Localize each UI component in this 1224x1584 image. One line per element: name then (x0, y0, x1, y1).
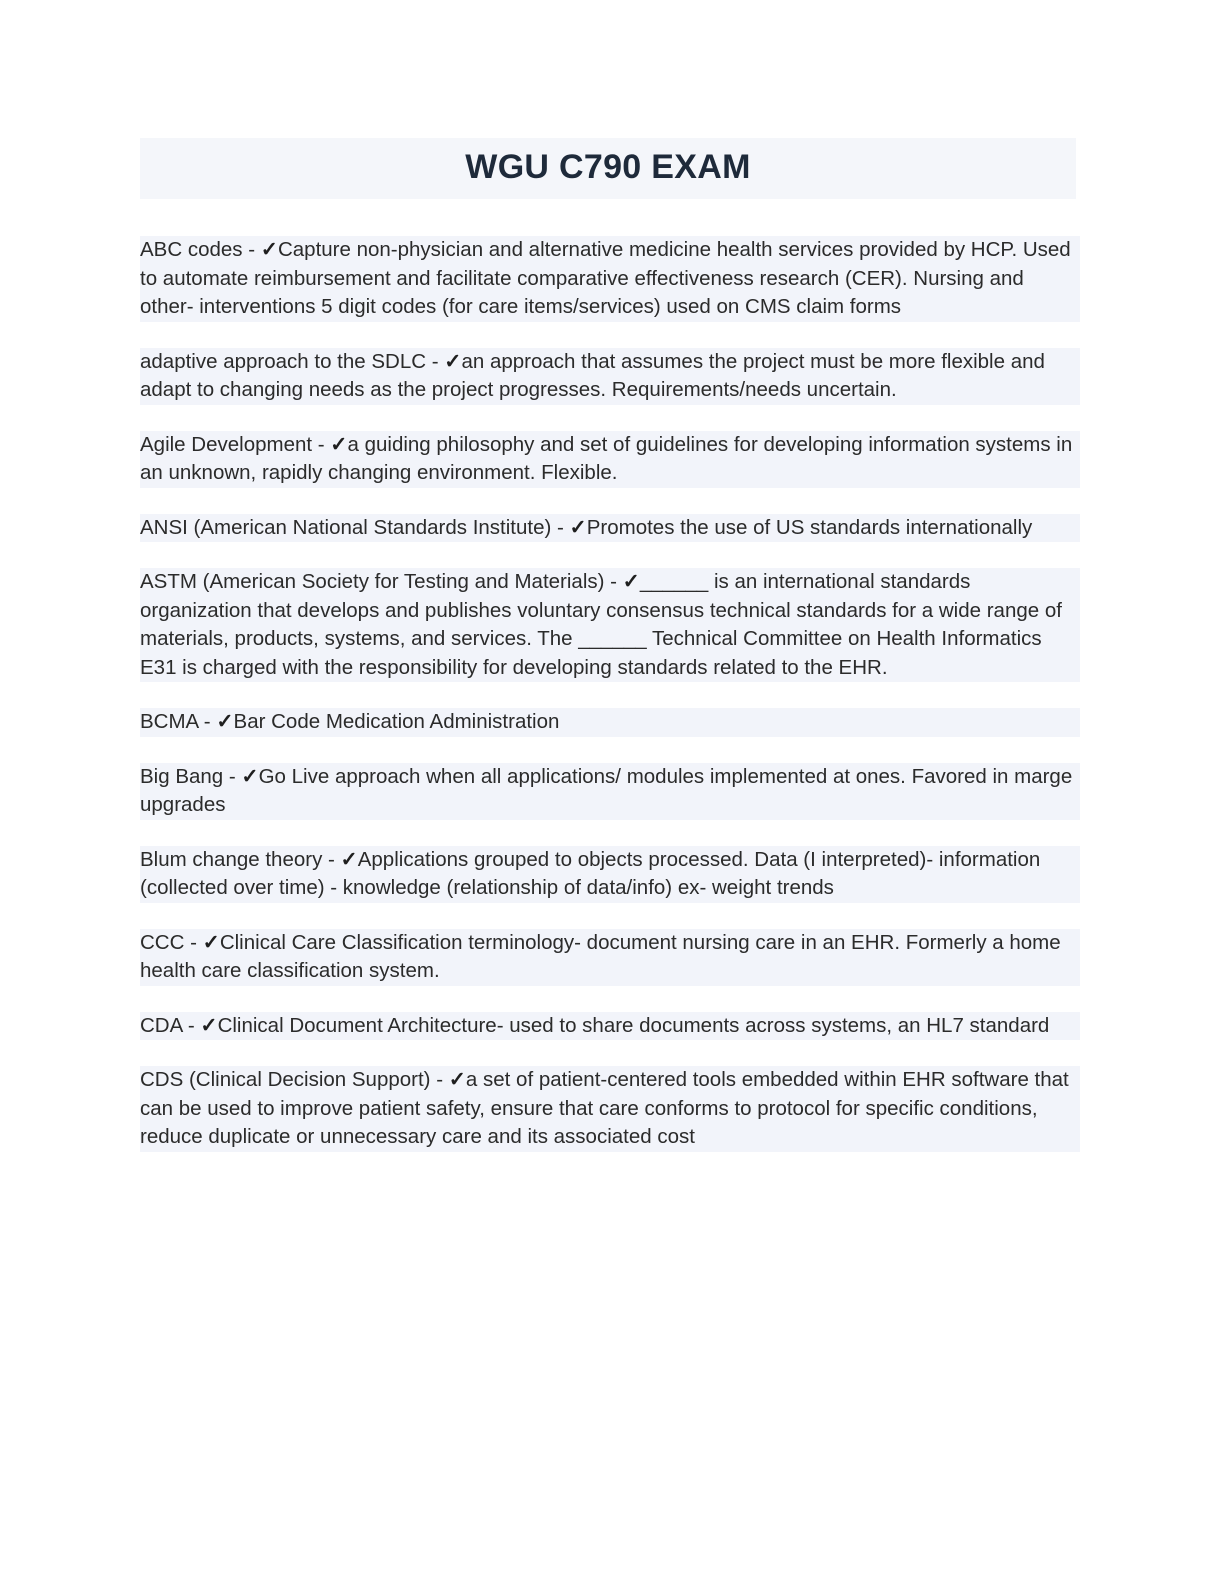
page-title: WGU C790 EXAM (140, 138, 1076, 199)
check-icon: ✓ (200, 1013, 218, 1037)
entry-definition: Promotes the use of US standards internationally (586, 515, 1033, 539)
check-icon: ✓ (260, 238, 278, 261)
entry-term: CDA - (140, 1013, 201, 1037)
check-icon: ✓ (202, 930, 220, 954)
entry-definition: Clinical Document Architecture- used to share documents across systems, an HL7 standard (217, 1013, 1050, 1037)
entry-term: BCMA - (140, 710, 217, 733)
entry-term: ANSI (American National Standards Institute) - (140, 515, 570, 539)
glossary-entry (140, 1012, 1080, 1041)
glossary-entry (140, 236, 1080, 322)
glossary-entry (140, 929, 1080, 986)
glossary-entry (140, 568, 1080, 682)
glossary-entry (140, 1066, 1080, 1152)
check-icon: ✓ (622, 570, 640, 593)
glossary-entry (140, 514, 1080, 543)
check-icon: ✓ (330, 432, 348, 456)
entry-term: adaptive approach to the SDLC - (140, 349, 445, 373)
entry-definition: Capture non-physician and alternative medicine health services provided by HCP. Used to automate reimbursement and facilitate comparative effectiveness research (CER). Nursing and other- interventions 5 digit codes (for care items/services) used on CMS claim forms (140, 238, 1071, 318)
entry-definition: Clinical Care Classification terminology- document nursing care in an EHR. Formerly a home health care classification system. (140, 930, 1061, 982)
glossary-entry (140, 763, 1080, 820)
check-icon: ✓ (569, 515, 587, 539)
check-icon: ✓ (216, 710, 234, 733)
entry-term: Blum change theory - (140, 847, 341, 871)
check-icon: ✓ (448, 1068, 466, 1091)
entry-term: Agile Development - (140, 432, 331, 456)
glossary-entry (140, 348, 1080, 405)
entry-term: CCC - (140, 930, 203, 954)
entry-term: ASTM (American Society for Testing and Materials) - (140, 570, 623, 593)
check-icon: ✓ (340, 847, 358, 871)
entry-definition: a guiding philosophy and set of guidelines for developing information systems in an unknown, rapidly changing environment. Flexible. (140, 432, 1073, 484)
glossary-entry (140, 708, 1080, 737)
entry-definition: ______ is an international standards organization that develops and publishes voluntary consensus technical standards for a wide range of materials, products, systems, and services. The ______ Technical Committee on Health Informatics E31 is charged with the responsibility for developing standards related to the EHR. (140, 570, 1062, 679)
check-icon: ✓ (241, 764, 259, 788)
entry-definition: Applications grouped to objects processed. Data (I interpreted)- information (collected over time) - knowledge (relationship of data/info) ex- weight trends (140, 847, 1041, 899)
entry-term: Big Bang - (140, 764, 242, 788)
check-icon: ✓ (444, 349, 462, 373)
glossary-entry (140, 431, 1080, 488)
document-body (140, 236, 1080, 1178)
entry-term: CDS (Clinical Decision Support) - (140, 1068, 449, 1091)
entry-definition: Bar Code Medication Administration (233, 710, 560, 733)
entry-definition: a set of patient-centered tools embedded within EHR software that can be used to improve patient safety, ensure that care conforms to protocol for specific conditions, reduce duplicate or unnecessary care and its associated cost (140, 1068, 1069, 1148)
entry-term: ABC codes - (140, 238, 261, 261)
glossary-entry (140, 846, 1080, 903)
entry-definition: Go Live approach when all applications/ modules implemented at ones. Favored in marge upgrades (140, 764, 1073, 816)
entry-definition: an approach that assumes the project must be more flexible and adapt to changing needs as the project progresses. Requirements/needs uncertain. (140, 349, 1045, 401)
